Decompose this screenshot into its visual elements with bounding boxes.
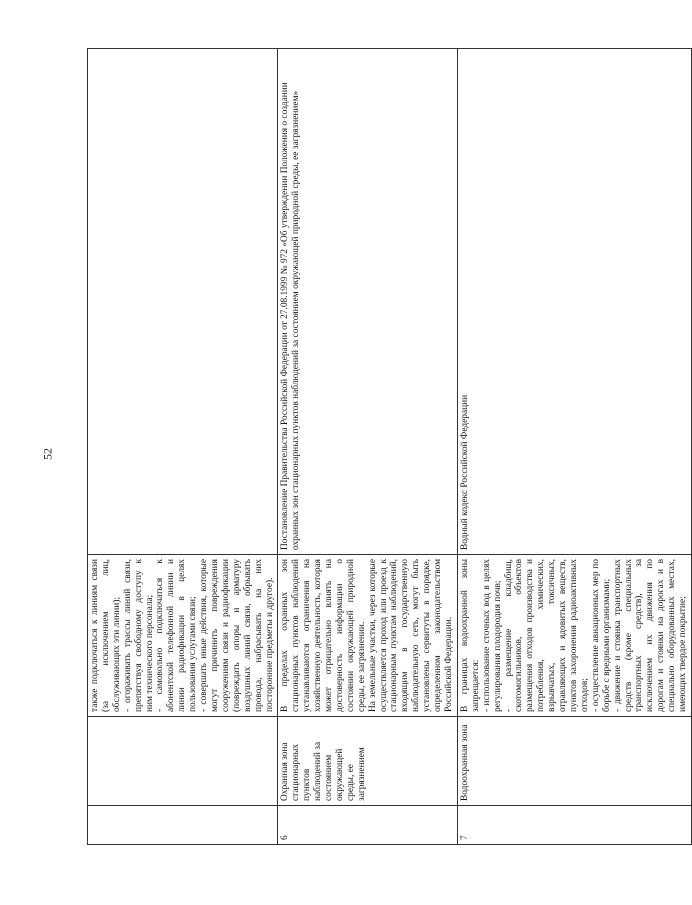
- requirement-line: На земельные участки, через которые осуществляется проход или проезд к стационарным пунктам наблюдений, входящим в государственную наблюдательную сеть, могут быть установлены сервитуты в порядке, определенном законодательством Российской Федерации.: [367, 559, 454, 712]
- zones-table: [87, 48, 692, 845]
- requirement-line: - огораживать трассы линий связи, препятствуя свободному доступу к ним технического персонала;: [122, 559, 155, 712]
- rotated-page-content: [87, 48, 689, 845]
- requirement-line: - движение и стоянка транспортных средств (кроме специальных транспортных средств), за исключением их движения по дорогам и стоянки на дорогах и в специально оборудованных местах, имеющих твердое покрытие;: [612, 559, 689, 712]
- table-row: [457, 49, 691, 845]
- requirement-line: В пределах охранных зон стационарных пунктов наблюдений устанавливаются ограничения на хозяйственную деятельность, которая может отрицательно влиять на достоверность информации о состоянии окружающей природной среды, ее загрязнении.: [280, 559, 367, 712]
- row-number-cell: [88, 806, 278, 845]
- requirement-line: - размещение кладбищ, скотомогильников, объектов размещения отходов производства и потребления, химических, взрывчатых, токсичных, отравляющих и ядовитых веществ, пунктов захоронения радиоактивных отходов;: [503, 559, 590, 712]
- requirement-line: - использование сточных вод в целях регулирования плодородия почв;: [481, 559, 503, 712]
- zone-name-cell: [88, 717, 278, 806]
- table-row: [278, 49, 458, 845]
- row-number-cell: 6: [278, 806, 458, 845]
- requirement-line: - самовольно подключаться к абонентской телефонной линии и линии радиофикации в целях пользования услугами связи;: [155, 559, 199, 712]
- requirements-cell: [457, 555, 691, 717]
- legal-source-cell: Водный кодекс Российской Федерации: [457, 49, 691, 555]
- legal-source-cell: Постановление Правительства Российской Федерации от 27.08.1999 № 972 «Об утверждении Положения о создании охранных зон стационарных пунктов наблюдений за состоянием окружающей природной среды, ее загрязнением»: [278, 49, 458, 555]
- requirements-cell: [278, 555, 458, 717]
- requirement-line: - осуществление авиационных мер по борьбе с вредными организмами;: [590, 559, 612, 712]
- table-row: [88, 49, 278, 845]
- requirement-line: - совершать иные действия, которые могут причинить повреждения сооружениям связи и радиофикации (повреждать опоры и арматуру воздушных линий связи, обрывать провода, набрасывать на них посторонние предметы и другое).: [199, 559, 275, 712]
- zone-name-cell: Охранная зона стационарных пунктов наблюдений за состоянием окружающей среды, ее загрязнением: [278, 717, 458, 806]
- requirement-line: В границах водоохранной зоны запрещается:: [459, 559, 481, 712]
- requirements-cell: [88, 555, 278, 717]
- row-number-cell: 7: [457, 806, 691, 845]
- page-number: 52: [40, 448, 55, 460]
- requirement-line: также подключаться к линиям связи (за исключением лиц, обслуживающих эти линии);: [90, 559, 122, 712]
- legal-source-cell: [88, 49, 278, 555]
- zone-name-cell: Водоохранная зона: [457, 717, 691, 806]
